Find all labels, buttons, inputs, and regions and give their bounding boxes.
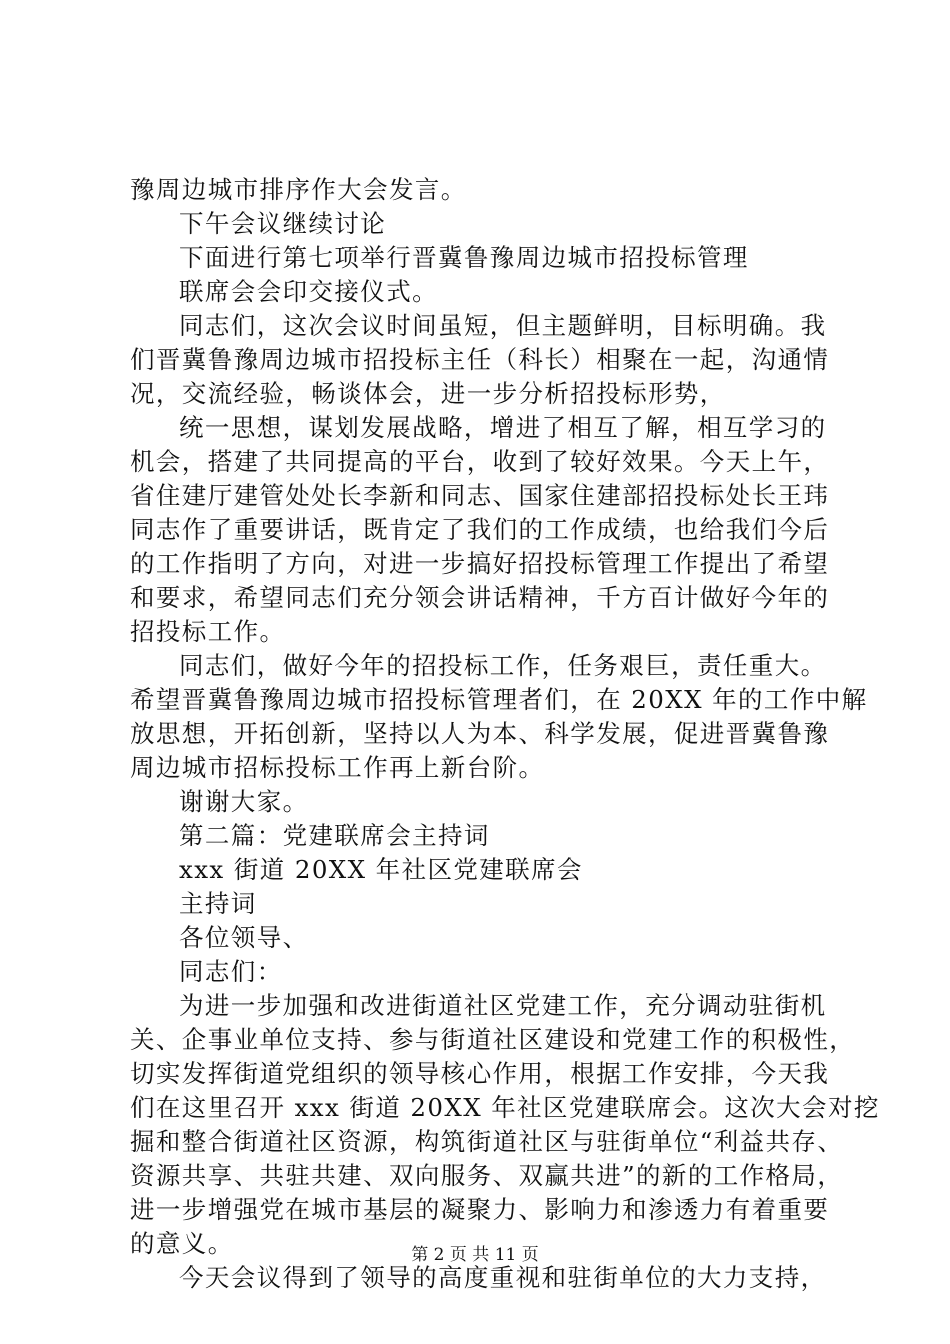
text-line: 同志们： — [179, 957, 283, 986]
text-line: 进一步增强党在城市基层的凝聚力、影响力和渗透力有着重要 — [130, 1195, 830, 1224]
text-line: 和要求，希望同志们充分领会讲话精神，千方百计做好今年的 — [130, 583, 830, 612]
text-line: 第二篇：党建联席会主持词 — [179, 821, 490, 850]
text-line: 下午会议继续讨论 — [179, 209, 387, 238]
text-line: 机会，搭建了共同提高的平台，收到了较好效果。今天上午， — [130, 447, 830, 476]
text-line: 掘和整合街道社区资源，构筑街道社区与驻街单位“利益共存、 — [130, 1127, 844, 1156]
text-line: xxx 街道 20XX 年社区党建联席会 — [179, 855, 583, 884]
text-line: 的意义。 — [130, 1229, 234, 1258]
text-line: 豫周边城市排序作大会发言。 — [130, 175, 467, 204]
document-body — [130, 173, 880, 1295]
text-line: 周边城市招标投标工作再上新台阶。 — [130, 753, 545, 782]
text-line: 为进一步加强和改进街道社区党建工作，充分调动驻街机 — [179, 991, 827, 1020]
text-line: 切实发挥街道党组织的领导核心作用，根据工作安排，今天我 — [130, 1059, 830, 1088]
text-line: 们晋冀鲁豫周边城市招投标主任（科长）相聚在一起，沟通情 — [130, 345, 830, 374]
page-footer: 第 2 页 共 11 页 — [411, 1245, 539, 1265]
text-line: 统一思想，谋划发展战略，增进了相互了解，相互学习的 — [179, 413, 827, 442]
text-line: 同志们，做好今年的招投标工作，任务艰巨，责任重大。 — [179, 651, 827, 680]
text-line: 同志们，这次会议时间虽短，但主题鲜明，目标明确。我 — [179, 311, 827, 340]
text-line: 主持词 — [179, 889, 257, 918]
text-line: 招投标工作。 — [130, 617, 286, 646]
text-line: 各位领导、 — [179, 923, 309, 952]
text-line: 放思想，开拓创新，坚持以人为本、科学发展，促进晋冀鲁豫 — [130, 719, 830, 748]
text-line: 资源共享、共驻共建、双向服务、双赢共进”的新的工作格局， — [130, 1161, 844, 1190]
text-line: 们在这里召开 xxx 街道 20XX 年社区党建联席会。这次大会对挖 — [130, 1093, 880, 1122]
text-line: 希望晋冀鲁豫周边城市招投标管理者们，在 20XX 年的工作中解 — [130, 685, 868, 714]
text-line: 的工作指明了方向，对进一步搞好招投标管理工作提出了希望 — [130, 549, 830, 578]
text-line: 关、企事业单位支持、参与街道社区建设和党建工作的积极性， — [130, 1025, 856, 1054]
text-line: 谢谢大家。 — [179, 787, 309, 816]
text-line: 同志作了重要讲话，既肯定了我们的工作成绩，也给我们今后 — [130, 515, 830, 544]
text-line: 省住建厅建管处处长李新和同志、国家住建部招投标处长王玮 — [130, 481, 830, 510]
text-line: 况，交流经验，畅谈体会，进一步分析招投标形势， — [130, 379, 726, 408]
text-line: 联席会会印交接仪式。 — [179, 277, 438, 306]
text-line: 今天会议得到了领导的高度重视和驻街单位的大力支持， — [179, 1263, 827, 1292]
text-line: 下面进行第七项举行晋冀鲁豫周边城市招投标管理 — [179, 243, 749, 272]
